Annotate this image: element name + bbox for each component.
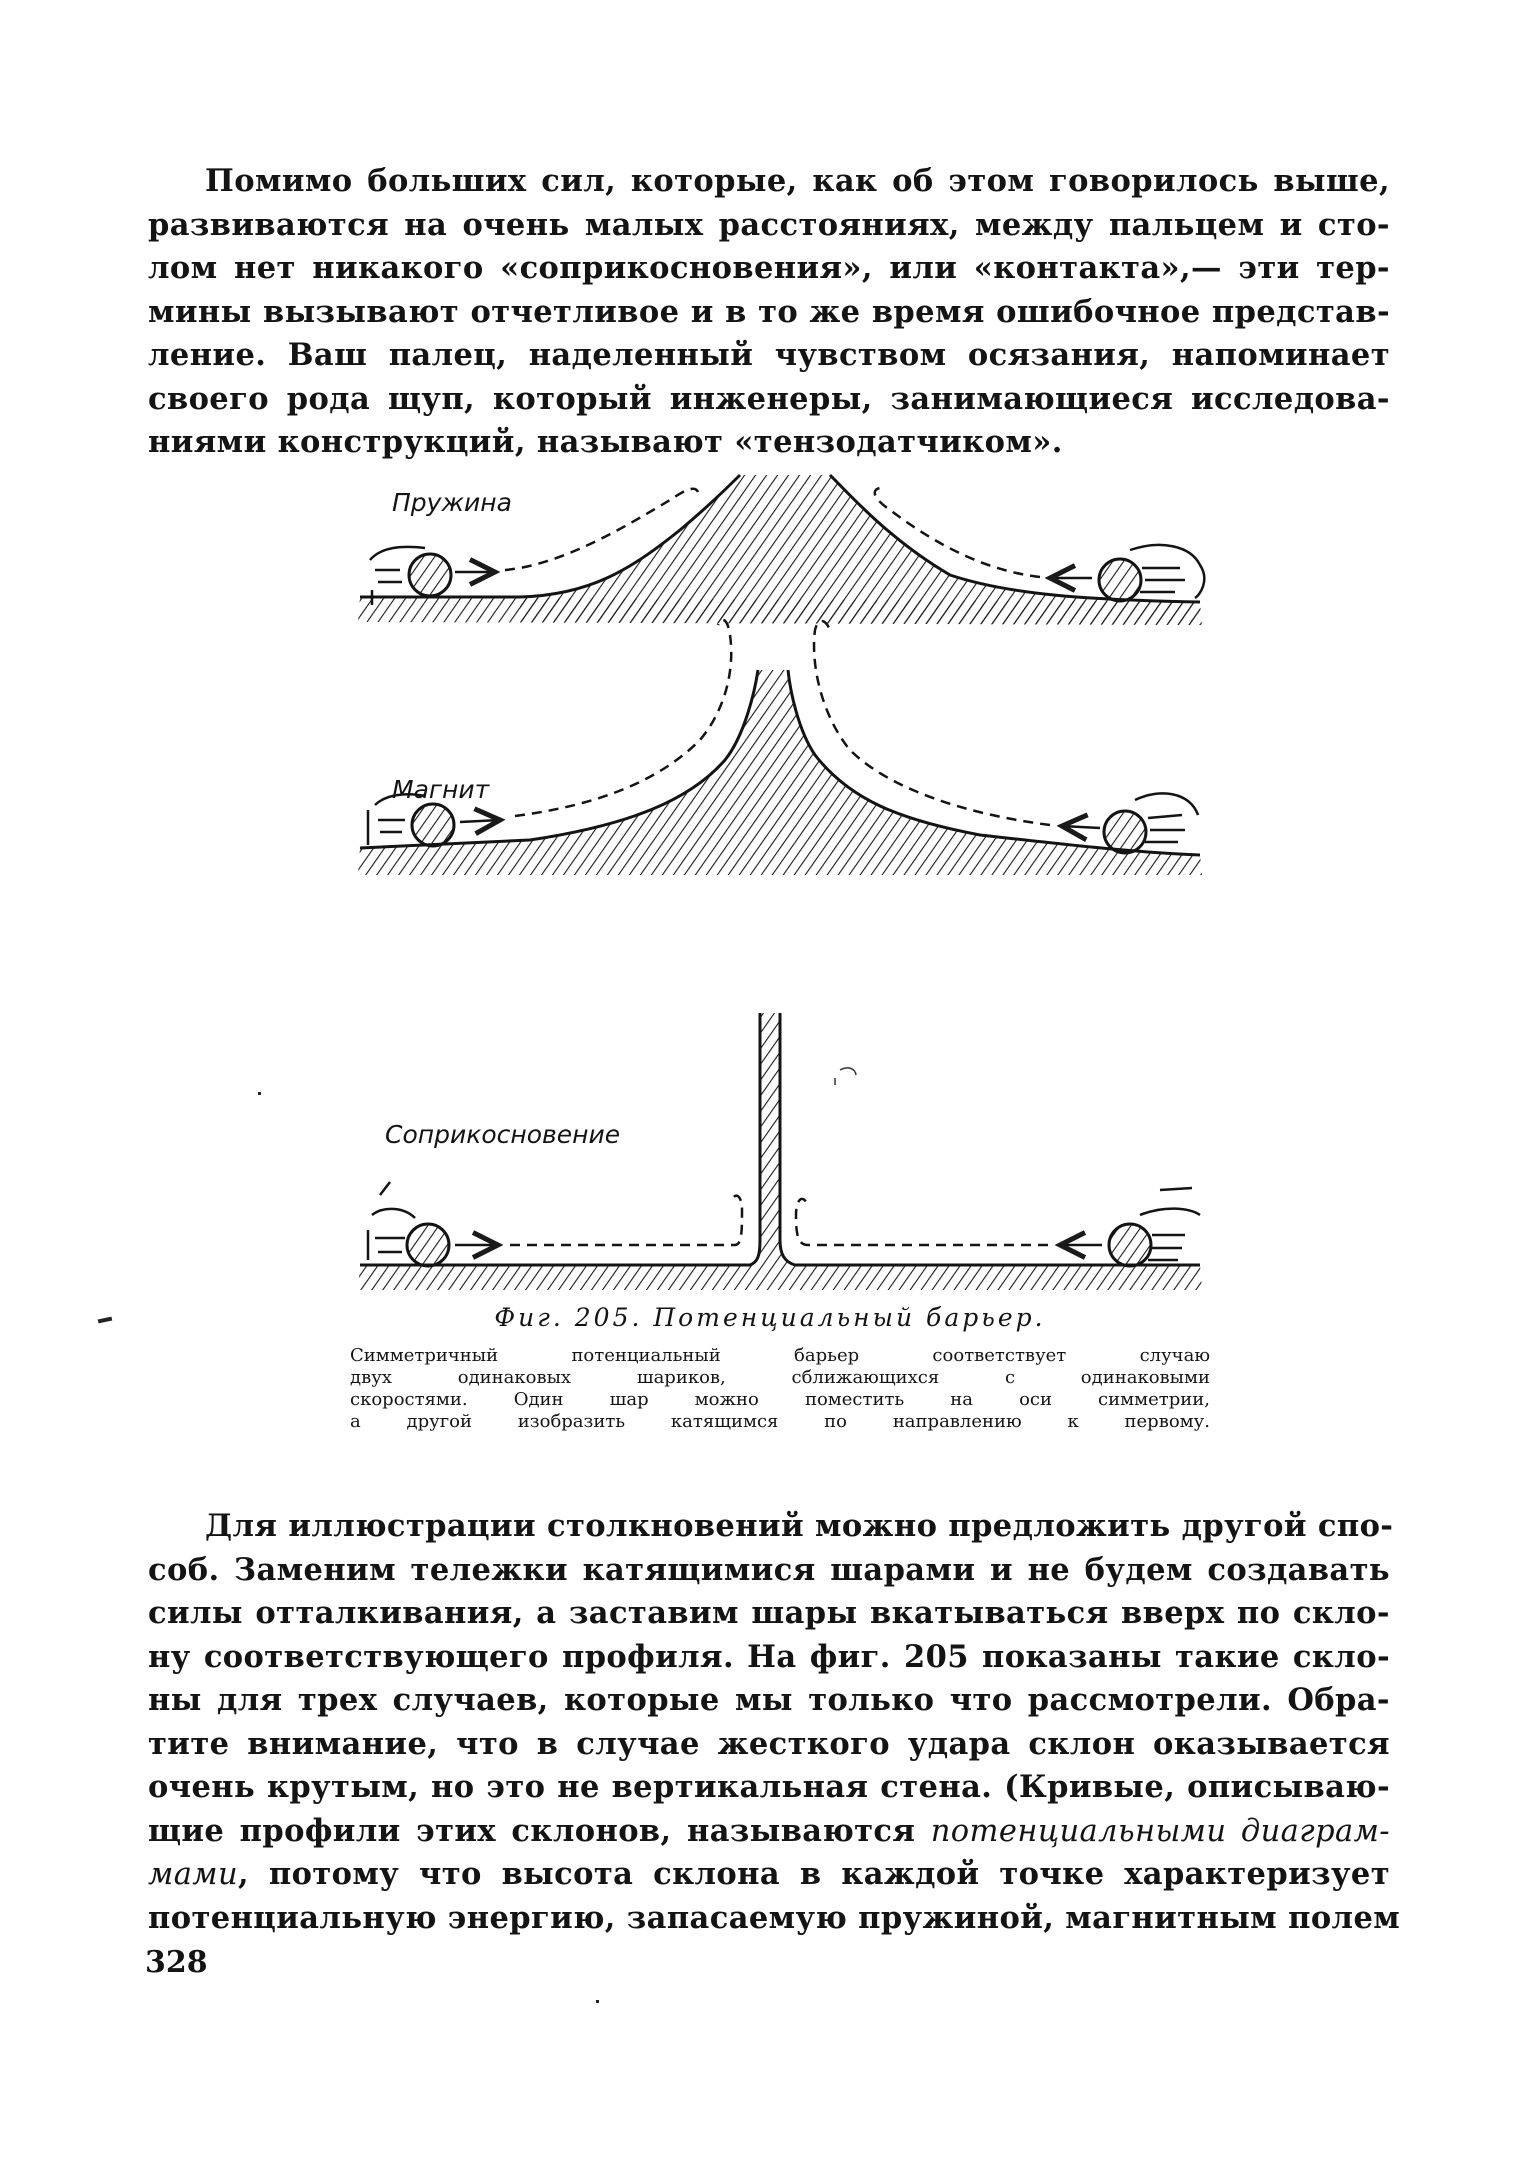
- ball-left: [412, 804, 454, 846]
- caption-line: двух одинаковых шариков, сближающихся с одинаковыми: [350, 1367, 1210, 1388]
- text-segment: , потому что высота склона в каждой точке характеризует: [238, 1856, 1390, 1892]
- text-line: ление. Ваш палец, наделенный чувством осязания, напоминает: [148, 337, 1390, 373]
- ball-left: [407, 1224, 449, 1266]
- motion-arrow-left: [460, 820, 500, 822]
- scan-artifact: [258, 1092, 261, 1095]
- text-line: силы отталкивания, а заставим шары вкатываться вверх по скло-: [148, 1595, 1390, 1631]
- path-dashed-left: [510, 1196, 742, 1245]
- path-dashed-right: [796, 1199, 1048, 1245]
- text-line: Помимо больших сил, которые, как об этом говорилось выше,: [205, 163, 1390, 199]
- panel-label-spring: Пружина: [392, 488, 512, 517]
- ground-hatching: [358, 1265, 1202, 1290]
- ball-right: [1104, 811, 1146, 853]
- caption-line: скоростями. Один шар можно поместить на оси симметрии,: [350, 1389, 1210, 1410]
- potential-barrier-illustration: [330, 470, 1230, 1300]
- text-line: [148, 1853, 1390, 1897]
- text-line: мины вызывают отчетливое и в то же время ошибочное представ-: [148, 293, 1390, 330]
- stray-mark: [835, 1068, 856, 1085]
- figure-caption-body: [350, 1345, 1210, 1433]
- hill-profile: [520, 475, 1200, 625]
- text-line: соб. Заменим тележки катящимися шарами и не будем создавать: [148, 1551, 1390, 1588]
- italic-term: мами: [148, 1857, 239, 1892]
- italic-term: потенциальными диаграм-: [930, 1813, 1390, 1849]
- text-line: Для иллюстрации столкновений можно предложить другой спо-: [205, 1508, 1394, 1544]
- wall-profile: [750, 1013, 795, 1265]
- scan-artifact: [596, 2000, 599, 2003]
- caption-line: Симметричный потенциальный барьер соответствует случаю: [350, 1345, 1210, 1366]
- paragraph-1: [148, 160, 1390, 465]
- figure-caption-title: Фиг. 205. Потенциальный барьер.: [494, 1303, 1046, 1332]
- motion-arrow-right: [1062, 826, 1100, 828]
- text-line: развиваются на очень малых расстояниях, между пальцем и сто-: [148, 206, 1390, 243]
- text-line: [148, 1810, 1390, 1854]
- text-line: потенциальную энергию, запасаемую пружиной, магнитным полем: [148, 1899, 1401, 1936]
- text-segment: щие профили этих склонов, называются: [148, 1812, 931, 1849]
- text-line: ны для трех случаев, которые мы только что рассмотрели. Обра-: [148, 1682, 1390, 1718]
- text-line: тите внимание, что в случае жесткого удара склон оказывается: [148, 1725, 1390, 1762]
- text-line: своего рода щуп, который инженеры, занимающиеся исследова-: [148, 380, 1390, 417]
- panel-label-contact: Соприкосновение: [385, 1120, 621, 1149]
- text-line: лом нет никакого «соприкосновения», или «контакта»,— эти тер-: [148, 250, 1390, 286]
- panel-magnet: [358, 620, 1202, 875]
- panel-label-magnet: Магнит: [392, 775, 490, 804]
- text-line: ну соответствующего профиля. На фиг. 205 показаны такие скло-: [148, 1638, 1390, 1675]
- caption-line: а другой изобразить катящимся по направлению к первому.: [350, 1411, 1210, 1432]
- text-line: очень крутым, но это не вертикальная стена. (Кривые, описываю-: [148, 1769, 1390, 1805]
- ball-right: [1099, 559, 1141, 601]
- panel-contact: [358, 1013, 1202, 1290]
- ball-left: [409, 554, 451, 596]
- paragraph-2: [148, 1505, 1401, 1940]
- ball-right: [1109, 1224, 1151, 1266]
- page-number: 328: [145, 1945, 208, 1980]
- scan-artifact: [98, 1317, 113, 1324]
- text-line: ниями конструкций, называют «тензодатчиком».: [148, 424, 1063, 460]
- speed-lines-right: [1130, 545, 1204, 598]
